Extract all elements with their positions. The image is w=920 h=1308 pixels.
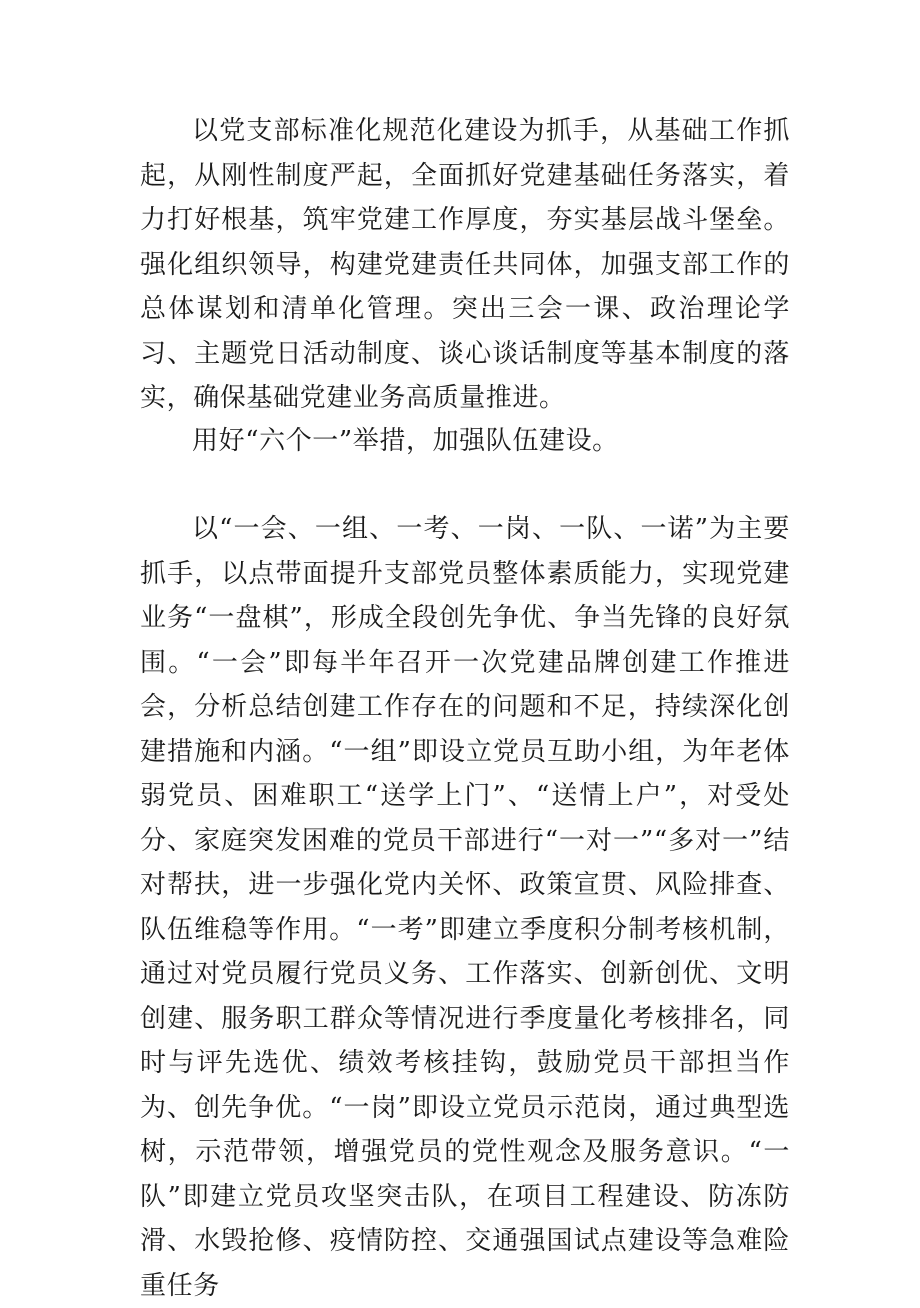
paragraph-heading-six-ones: 用好“六个一”举措，加强队伍建设。 (192, 426, 619, 456)
paragraph-standardization: 以党支部标准化规范化建设为抓手，从基础工作抓起，从刚性制度严起，全面抓好党建基础任务落实，着力打好根基，筑牢党建工作厚度，夯实基层战斗堡垒。强化组织领导，构建党建责任共同体，加强支部工作的总体谋划和清单化管理。突出三会一课、政治理论学习、主题党日活动制度、谈心谈话制度等基本制度的落实，确保基础党建业务高质量推进。 (140, 116, 790, 413)
paragraph-six-ones-details: 以“一会、一组、一考、一岗、一队、一诺”为主要抓手，以点带面提升支部党员整体素质能力，实现党建业务“一盘棋”，形成全段创先争优、争当先锋的良好氛围。“一会”即每半年召开一次党建品牌创建工作推进会，分析总结创建工作存在的问题和不足，持续深化创建措施和内涵。“一组”即设立党员互助小组，为年老体弱党员、困难职工“送学上门”、“送情上户”，对受处分、家庭突发困难的党员干部进行“一对一”“多对一”结对帮扶，进一步强化党内关怀、政策宣贯、风险排查、队伍维稳等作用。“一考”即建立季度积分制考核机制，通过对党员履行党员义务、工作落实、创新创优、文明创建、服务职工群众等情况进行季度量化考核排名，同时与评先选优、绩效考核挂钩，鼓励党员干部担当作为、创先争优。“一岗”即设立党员示范岗，通过典型选树，示范带领，增强党员的党性观念及服务意识。“一队”即建立党员攻坚突击队，在项目工程建设、防冻防滑、水毁抢修、疫情防控、交通强国试点建设等急难险重任务 (140, 514, 790, 1301)
